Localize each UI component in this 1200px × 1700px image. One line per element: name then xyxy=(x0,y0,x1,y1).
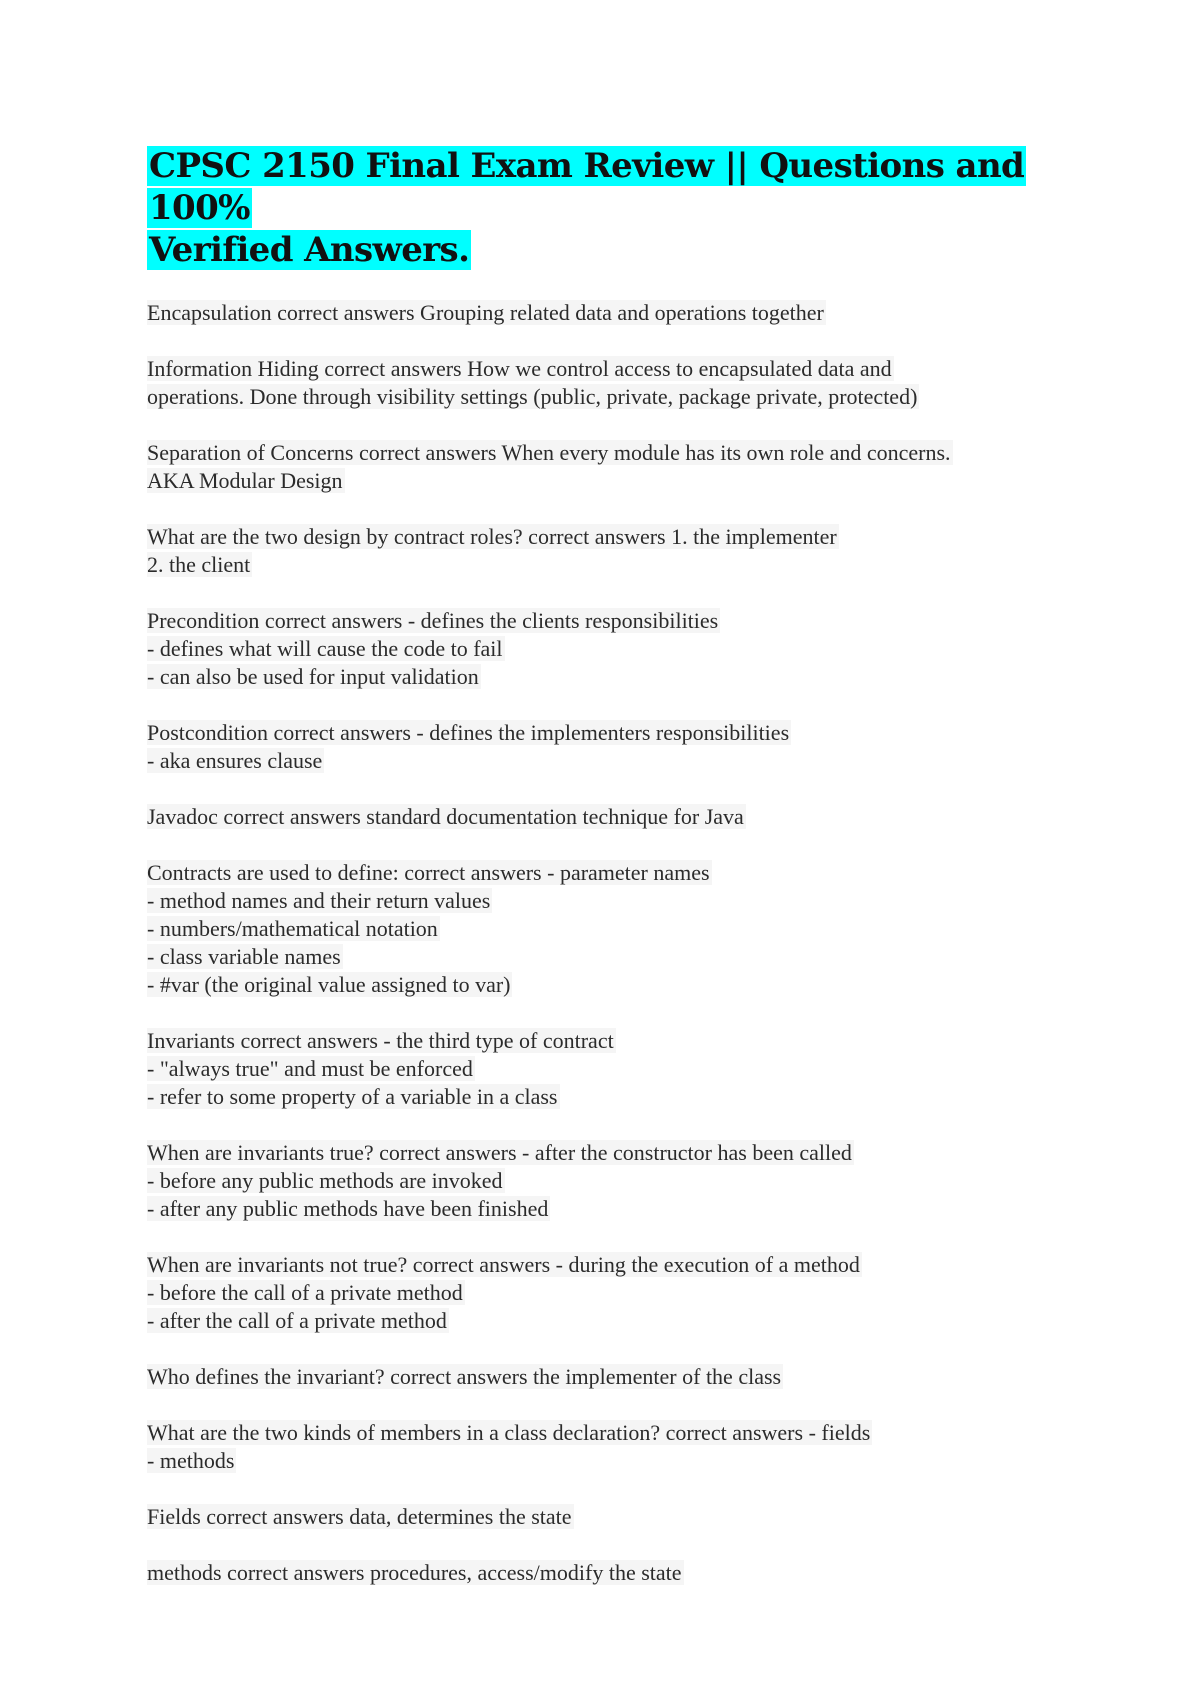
qa-line xyxy=(147,607,1077,635)
qa-line-text: methods correct answers procedures, access/modify the state xyxy=(147,1560,682,1585)
qa-entry xyxy=(147,1363,1077,1391)
document-title xyxy=(147,145,1077,271)
qa-line xyxy=(147,1195,1077,1223)
qa-line xyxy=(147,1419,1077,1447)
qa-line xyxy=(147,803,1077,831)
qa-line xyxy=(147,943,1077,971)
qa-line-text: Fields correct answers data, determines the state xyxy=(147,1504,572,1529)
qa-line-text: - #var (the original value assigned to var) xyxy=(147,972,511,997)
qa-line xyxy=(147,355,1077,383)
qa-line xyxy=(147,719,1077,747)
qa-entry xyxy=(147,1503,1077,1531)
qa-line-text: 2. the client xyxy=(147,552,251,577)
qa-line-text: - defines what will cause the code to fail xyxy=(147,636,503,661)
document-content xyxy=(147,145,1077,1615)
qa-line-text: - class variable names xyxy=(147,944,341,969)
qa-line xyxy=(147,1559,1077,1587)
qa-line-text: Encapsulation correct answers Grouping related data and operations together xyxy=(147,300,824,325)
qa-line-text: Invariants correct answers - the third type of contract xyxy=(147,1028,614,1053)
qa-line xyxy=(147,1083,1077,1111)
qa-entry xyxy=(147,1027,1077,1111)
qa-entry xyxy=(147,1251,1077,1335)
qa-line-text: - after any public methods have been finished xyxy=(147,1196,549,1221)
qa-line-text: - method names and their return values xyxy=(147,888,491,913)
qa-line-text: Information Hiding correct answers How we control access to encapsulated data and xyxy=(147,356,892,381)
qa-line xyxy=(147,1251,1077,1279)
qa-line-text: - numbers/mathematical notation xyxy=(147,916,438,941)
title-line-2: Verified Answers. xyxy=(149,230,470,270)
qa-line-text: Contracts are used to define: correct answers - parameter names xyxy=(147,860,710,885)
qa-entry xyxy=(147,607,1077,691)
qa-line-text: Who defines the invariant? correct answers the implementer of the class xyxy=(147,1364,782,1389)
qa-line xyxy=(147,299,1077,327)
qa-line xyxy=(147,1027,1077,1055)
qa-entry xyxy=(147,859,1077,999)
qa-entry xyxy=(147,1419,1077,1475)
qa-line xyxy=(147,439,1077,467)
qa-entry xyxy=(147,439,1077,495)
qa-line-text: AKA Modular Design xyxy=(147,468,343,493)
qa-line-text: - aka ensures clause xyxy=(147,748,323,773)
qa-line xyxy=(147,1055,1077,1083)
qa-line xyxy=(147,1447,1077,1475)
qa-line xyxy=(147,551,1077,579)
qa-line xyxy=(147,859,1077,887)
qa-line-text: When are invariants not true? correct answers - during the execution of a method xyxy=(147,1252,860,1277)
qa-line-text: Javadoc correct answers standard documentation technique for Java xyxy=(147,804,744,829)
qa-entry xyxy=(147,719,1077,775)
qa-line-text: - before the call of a private method xyxy=(147,1280,463,1305)
qa-line-text: What are the two kinds of members in a class declaration? correct answers - fields xyxy=(147,1420,871,1445)
qa-line-text: - refer to some property of a variable in a class xyxy=(147,1084,558,1109)
qa-entry xyxy=(147,803,1077,831)
qa-entry xyxy=(147,355,1077,411)
qa-line xyxy=(147,1139,1077,1167)
qa-line-text: What are the two design by contract roles? correct answers 1. the implementer xyxy=(147,524,837,549)
title-line-1: CPSC 2150 Final Exam Review || Questions and 100% xyxy=(149,146,1025,228)
qa-line-text: - "always true" and must be enforced xyxy=(147,1056,473,1081)
qa-line xyxy=(147,915,1077,943)
qa-line xyxy=(147,1363,1077,1391)
qa-entry xyxy=(147,299,1077,327)
qa-line-text: - after the call of a private method xyxy=(147,1308,447,1333)
qa-line xyxy=(147,635,1077,663)
qa-line xyxy=(147,467,1077,495)
qa-line xyxy=(147,1167,1077,1195)
qa-line-text: - before any public methods are invoked xyxy=(147,1168,503,1193)
qa-line-text: Separation of Concerns correct answers When every module has its own role and concerns. xyxy=(147,440,951,465)
qa-line xyxy=(147,887,1077,915)
qa-line-text: Postcondition correct answers - defines the implementers responsibilities xyxy=(147,720,790,745)
qa-line xyxy=(147,747,1077,775)
qa-line-text: When are invariants true? correct answers - after the constructor has been called xyxy=(147,1140,852,1165)
qa-line xyxy=(147,1307,1077,1335)
qa-line xyxy=(147,1503,1077,1531)
qa-entry xyxy=(147,523,1077,579)
qa-line-text: operations. Done through visibility settings (public, private, package private, protected) xyxy=(147,384,918,409)
qa-line xyxy=(147,1279,1077,1307)
qa-line-text: Precondition correct answers - defines the clients responsibilities xyxy=(147,608,719,633)
qa-line xyxy=(147,971,1077,999)
qa-list xyxy=(147,299,1077,1587)
qa-line-text: - can also be used for input validation xyxy=(147,664,479,689)
qa-entry xyxy=(147,1139,1077,1223)
qa-line xyxy=(147,663,1077,691)
qa-line-text: - methods xyxy=(147,1448,235,1473)
qa-entry xyxy=(147,1559,1077,1587)
qa-line xyxy=(147,523,1077,551)
qa-line xyxy=(147,383,1077,411)
